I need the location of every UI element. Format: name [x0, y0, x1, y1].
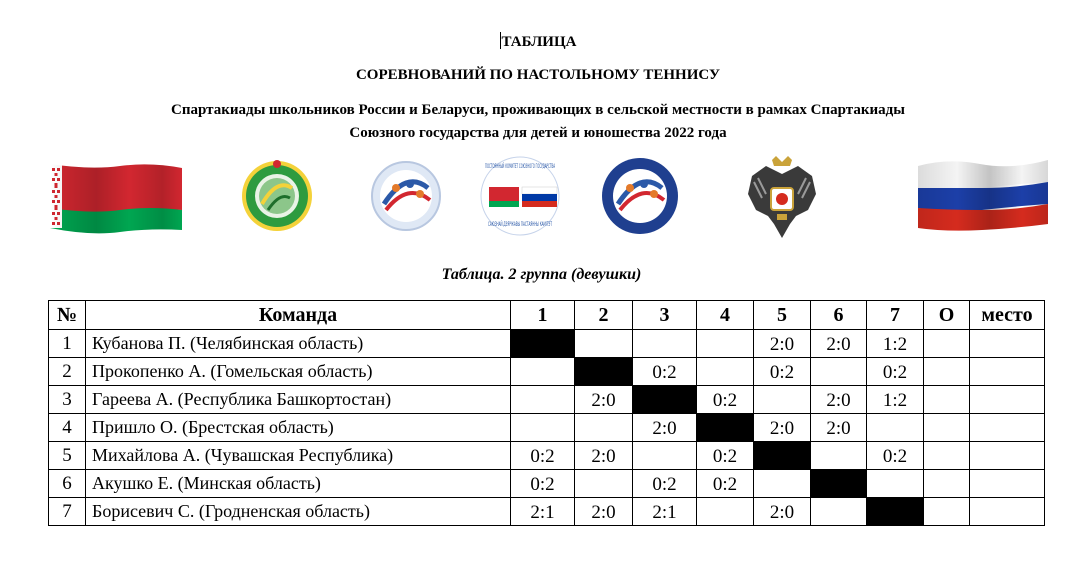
column-header-number: №	[49, 301, 86, 330]
match-result	[511, 358, 575, 386]
team-name: Прокопенко А. (Гомельская область)	[86, 358, 511, 386]
team-name: Кубанова П. (Челябинская область)	[86, 330, 511, 358]
match-result	[754, 470, 811, 498]
event-description-line-1: Спартакиады школьников России и Беларуси, проживающих в сельской местности в рамках Спартакиады	[171, 102, 905, 118]
team-name: Гареева А. (Республика Башкортостан)	[86, 386, 511, 414]
place-cell	[970, 442, 1045, 470]
self-match-cell	[697, 414, 754, 442]
match-result	[697, 498, 754, 526]
table-row	[49, 330, 1045, 358]
row-number: 7	[49, 498, 86, 526]
place-cell	[970, 330, 1045, 358]
place-cell	[970, 414, 1045, 442]
table-row	[49, 414, 1045, 442]
match-result: 0:2	[697, 386, 754, 414]
match-result: 0:2	[697, 470, 754, 498]
match-result: 2:0	[575, 498, 633, 526]
self-match-cell	[754, 442, 811, 470]
match-result	[575, 330, 633, 358]
spartakiad-emblem-icon	[370, 160, 442, 232]
green-emblem-icon	[240, 158, 314, 234]
match-result	[811, 498, 867, 526]
match-result	[633, 442, 697, 470]
belarus-flag-icon	[50, 162, 182, 232]
match-result: 1:2	[867, 330, 924, 358]
match-result: 2:0	[811, 414, 867, 442]
row-number: 5	[49, 442, 86, 470]
match-result	[754, 386, 811, 414]
column-header-opponent-3: 3	[633, 301, 697, 330]
column-header-opponent-6: 6	[811, 301, 867, 330]
union-state-spartakiad-emblem-icon	[600, 156, 680, 236]
match-result	[697, 330, 754, 358]
team-name: Михайлова А. (Чувашская Республика)	[86, 442, 511, 470]
match-result: 0:2	[633, 470, 697, 498]
match-result	[511, 414, 575, 442]
row-number: 1	[49, 330, 86, 358]
match-result	[811, 442, 867, 470]
match-result: 2:1	[511, 498, 575, 526]
column-header-opponent-1: 1	[511, 301, 575, 330]
match-result: 0:2	[511, 470, 575, 498]
match-result: 1:2	[867, 386, 924, 414]
points-cell	[924, 414, 970, 442]
document-subtitle: СОРЕВНОВАНИЙ ПО НАСТОЛЬНОМУ ТЕННИСУ	[355, 67, 721, 83]
points-cell	[924, 470, 970, 498]
match-result: 2:1	[633, 498, 697, 526]
match-result	[867, 414, 924, 442]
row-number: 2	[49, 358, 86, 386]
match-result	[575, 470, 633, 498]
match-result: 2:0	[754, 330, 811, 358]
points-cell	[924, 386, 970, 414]
text-cursor	[500, 32, 501, 49]
match-result: 2:0	[633, 414, 697, 442]
self-match-cell	[811, 470, 867, 498]
column-header-opponent-4: 4	[697, 301, 754, 330]
points-cell	[924, 498, 970, 526]
place-cell	[970, 386, 1045, 414]
union-state-committee-emblem-icon	[478, 156, 562, 236]
row-number: 3	[49, 386, 86, 414]
match-result: 0:2	[511, 442, 575, 470]
self-match-cell	[867, 498, 924, 526]
match-result: 2:0	[754, 498, 811, 526]
points-cell	[924, 358, 970, 386]
match-result: 2:0	[575, 386, 633, 414]
table-caption: Таблица. 2 группа (девушки)	[441, 266, 642, 283]
match-result	[633, 330, 697, 358]
self-match-cell	[511, 330, 575, 358]
table-row	[49, 470, 1045, 498]
place-cell	[970, 358, 1045, 386]
row-number: 6	[49, 470, 86, 498]
match-result: 2:0	[811, 386, 867, 414]
column-header-points: О	[924, 301, 970, 330]
row-number: 4	[49, 414, 86, 442]
match-result: 0:2	[867, 442, 924, 470]
table-row	[49, 442, 1045, 470]
match-result	[697, 358, 754, 386]
match-result	[575, 414, 633, 442]
table-body	[49, 330, 1045, 526]
event-description-line-2: Союзного государства для детей и юношества 2022 года	[349, 125, 727, 141]
team-name: Пришло О. (Брестская область)	[86, 414, 511, 442]
match-result: 0:2	[867, 358, 924, 386]
points-cell	[924, 442, 970, 470]
place-cell	[970, 470, 1045, 498]
table-row	[49, 498, 1045, 526]
russia-flag-icon	[918, 158, 1048, 230]
document-title	[0, 32, 1076, 51]
match-result: 2:0	[811, 330, 867, 358]
column-header-place: место	[970, 301, 1045, 330]
svg-text:САЮЗНАЙ ДЗЯРЖАВЫ ПАСТАЯННЫ КАМ: САЮЗНАЙ ДЗЯРЖАВЫ ПАСТАЯННЫ КАМІТЭТ	[488, 221, 553, 228]
table-row	[49, 386, 1045, 414]
self-match-cell	[575, 358, 633, 386]
points-cell	[924, 330, 970, 358]
table-row	[49, 358, 1045, 386]
column-header-opponent-5: 5	[754, 301, 811, 330]
match-result: 0:2	[754, 358, 811, 386]
team-name: Борисевич С. (Гродненская область)	[86, 498, 511, 526]
results-table	[48, 300, 1045, 526]
column-header-opponent-2: 2	[575, 301, 633, 330]
table-header-row	[49, 301, 1045, 330]
match-result: 0:2	[633, 358, 697, 386]
russian-coat-of-arms-icon	[744, 154, 820, 240]
place-cell	[970, 498, 1045, 526]
match-result: 2:0	[754, 414, 811, 442]
match-result	[811, 358, 867, 386]
column-header-opponent-7: 7	[867, 301, 924, 330]
team-name: Акушко Е. (Минская область)	[86, 470, 511, 498]
column-header-team: Команда	[86, 301, 511, 330]
match-result: 2:0	[575, 442, 633, 470]
match-result	[867, 470, 924, 498]
title-line-1: ТАБЛИЦА	[501, 34, 577, 50]
self-match-cell	[633, 386, 697, 414]
match-result: 0:2	[697, 442, 754, 470]
svg-text:ПОСТОЯННЫЙ КОМИТЕТ СОЮЗНОГО ГО: ПОСТОЯННЫЙ КОМИТЕТ СОЮЗНОГО ГОСУДАРСТВА	[485, 163, 556, 170]
match-result	[511, 386, 575, 414]
